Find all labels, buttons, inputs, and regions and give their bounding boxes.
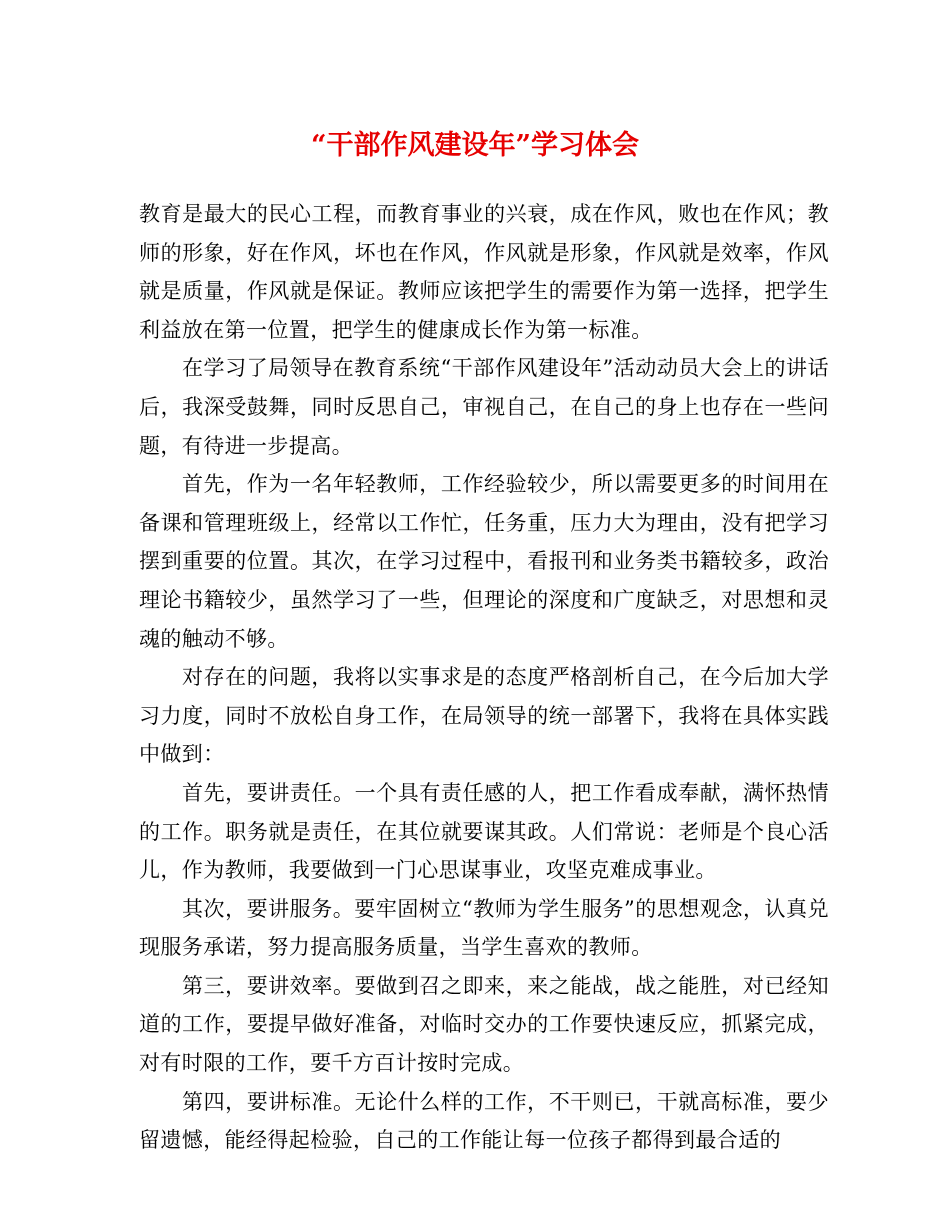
- paragraph-reflection: 在学习了局领导在教育系统“干部作风建设年”活动动员大会上的讲话后，我深受鼓舞，同时反思自己，审视自己，在自己的身上也存在一些问题，有待进一步提高。: [139, 356, 829, 458]
- paragraph-responsibility: 首先，要讲责任。一个具有责任感的人，把工作看成奉献，满怀热情的工作。职务就是责任，在其位就要谋其政。人们常说：老师是个良心活儿，作为教师，我要做到一门心思谋事业，攻坚克难成事业。: [139, 780, 829, 883]
- page-title: “干部作风建设年”学习体会: [310, 130, 640, 161]
- paragraph-intro: 教育是最大的民心工程，而教育事业的兴衰，成在作风，败也在作风；教师的形象，好在作风，坏也在作风，作风就是形象，作风就是效率，作风就是质量，作风就是保证。教师应该把学生的需要作为第一选择，把学生利益放在第一位置，把学生的健康成长作为第一标准。: [139, 202, 829, 342]
- paragraph-efficiency: 第三，要讲效率。要做到召之即来，来之能战，战之能胜，对已经知道的工作，要提早做好准备，对临时交办的工作要快速反应，抓紧完成，对有时限的工作，要千方百计按时完成。: [139, 973, 829, 1076]
- paragraph-service: 其次，要讲服务。要牢固树立“教师为学生服务”的思想观念，认真兑现服务承诺，努力提高服务质量，当学生喜欢的教师。: [139, 896, 829, 960]
- paragraph-plan: 对存在的问题，我将以实事求是的态度严格剖析自己，在今后加大学习力度，同时不放松自身工作，在局领导的统一部署下，我将在具体实践中做到：: [139, 665, 829, 767]
- paragraph-problems: 首先，作为一名年轻教师，工作经验较少，所以需要更多的时间用在备课和管理班级上，经常以工作忙，任务重，压力大为理由，没有把学习摆到重要的位置。其次，在学习过程中，看报刊和业务类书籍较多，政治理论书籍较少，虽然学习了一些，但理论的深度和广度缺乏，对思想和灵魂的触动不够。: [139, 472, 829, 651]
- document-body: [139, 195, 829, 1160]
- paragraph-standard: 第四，要讲标准。无论什么样的工作，不干则已，干就高标准，要少留遗憾，能经得起检验，自己的工作能让每一位孩子都得到最合适的: [139, 1089, 829, 1153]
